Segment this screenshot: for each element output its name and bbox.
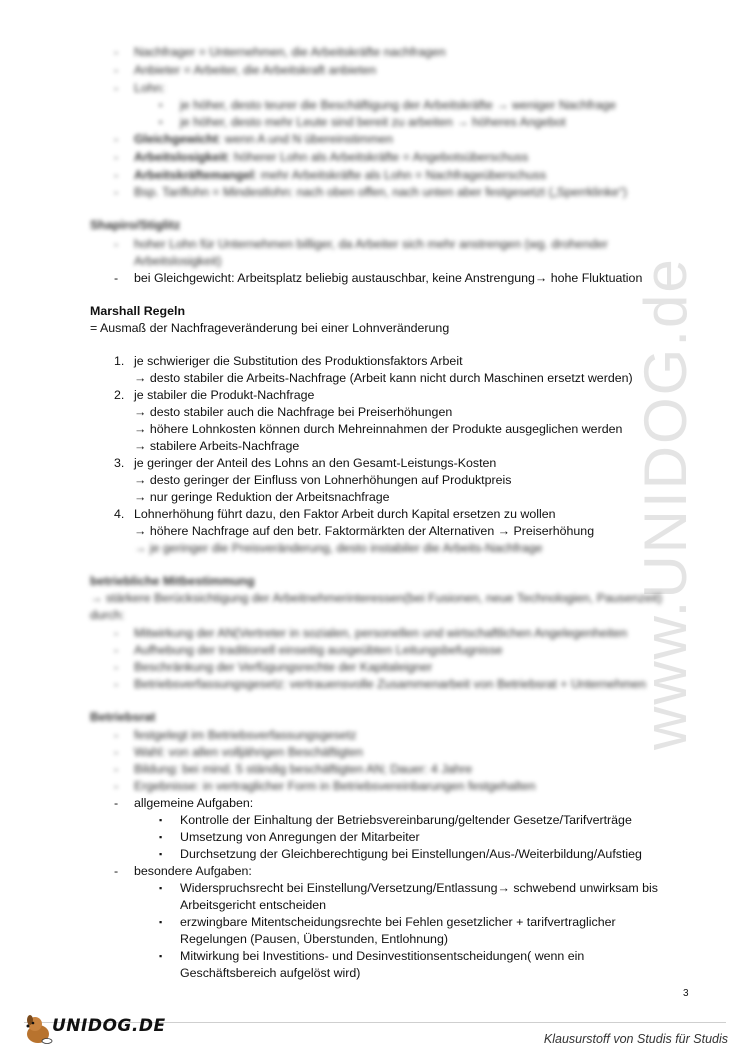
list-term: Gleichgewicht [134,132,218,146]
bullet-square: ▪ [159,951,163,961]
rule-number: 2. [114,388,125,402]
list-dash: - [114,779,119,793]
section-heading-shapiro: Shapiro/Stiglitz [90,218,181,232]
task-item: Umsetzung von Anregungen der Mitarbeiter [180,830,420,844]
rule-line: je schwieriger die Substitution des Produktionsfaktors Arbeit [134,354,463,368]
list-dash: - [114,132,119,146]
logo-text[interactable]: UNIDOG.DE [52,1016,166,1036]
list-item: Betriebsverfassungsgesetz: vertrauensvolle Zusammenarbeit von Betriebsrat + Unternehmen [134,677,647,691]
list-term: Arbeitskräftemangel [134,168,254,182]
list-item: Nachfrager = Unternehmen, die Arbeitskräfte nachfragen [134,45,446,59]
section-heading-marshall: Marshall Regeln [90,304,186,318]
list-item: Anbieter = Arbeiter, die Arbeitskraft anbieten [134,63,377,77]
list-text: : wenn A und N übereinstimmen [218,132,393,146]
list-dash: - [114,762,119,776]
list-dash: - [114,45,119,59]
rule-number: 4. [114,507,125,521]
list-dash: - [114,168,119,182]
list-item: Ergebnisse: in vertraglicher Form in Betriebsvereinbarungen festgehalten [134,779,536,793]
list-item [134,167,546,184]
rule-line: → höhere Nachfrage auf den betr. Faktormärkten der Alternativen → Preiserhöhung [134,524,595,538]
list-dash: - [114,728,119,742]
list-item: Aufhebung der traditionell einseitig ausgeübten Leitungsbefugnisse [134,643,503,657]
rule-number: 1. [114,354,125,368]
bullet-square: ▪ [159,100,163,110]
list-dash: - [114,745,119,759]
bullet-square: ▪ [159,815,163,825]
page-number: 3 [683,988,689,999]
bullet-square: ▪ [159,883,163,893]
task-item-line: Widerspruchsrecht bei Einstellung/Versetzung/Entlassung→ schwebend unwirksam bis [180,881,658,895]
list-item: Bildung: bei mind. 5 ständig beschäftigten AN; Dauer: 4 Jahre [134,762,473,776]
bullet-square: ▪ [159,849,163,859]
rule-line: je geringer der Anteil des Lohns an den Gesamt-Leistungs-Kosten [134,456,497,470]
bullet-square: ▪ [159,832,163,842]
list-text: : höherer Lohn als Arbeitskräfte = Angebotsüberschuss [226,150,529,164]
rule-line: → desto stabiler die Arbeits-Nachfrage (Arbeit kann nicht durch Maschinen ersetzt werden) [134,371,633,385]
list-dash: - [114,643,119,657]
list-item [134,149,528,166]
list-dash: - [114,677,119,691]
list-term: Arbeitslosigkeit [134,150,227,164]
list-item: Beschränkung der Verfügungsrechte der Kapitaleigner [134,660,433,674]
task-item: Durchsetzung der Gleichberechtigung bei Einstellungen/Aus-/Weiterbildung/Aufstieg [180,847,642,861]
task-item-line: erzwingbare Mitentscheidungsrechte bei Fehlen gesetzlicher + tarifvertraglicher [180,915,616,929]
list-item: Wahl: von allen volljährigen Beschäftigten [134,745,363,759]
list-dash: - [114,81,119,95]
rule-line: → desto stabiler auch die Nachfrage bei Preiserhöhungen [134,405,453,419]
list-dash: - [114,63,119,77]
list-dash: - [114,660,119,674]
list-text: : mehr Arbeitskräfte als Lohn = Nachfrageüberschuss [253,168,547,182]
task-item-line: Mitwirkung bei Investitions- und Desinvestitionsentscheidungen( wenn ein [180,949,585,963]
section-heading-mitbestimmung: betriebliche Mitbestimmung [90,574,255,588]
rule-line: → stabilere Arbeits-Nachfrage [134,439,300,453]
list-item-line: Arbeitslosigkeit) [134,254,222,268]
footer-tagline: Klausurstoff von Studis für Studis [543,1032,728,1046]
task-item-line: Arbeitsgericht entscheiden [180,898,327,912]
list-item: Mitwirkung der AN(Vertreter in sozialen, personellen und wirtschaftlichen Angelegenheiten [134,626,628,640]
list-dash: - [114,796,119,810]
list-item: Bsp. Tariflohn = Mindestlohn: nach oben offen, nach unten aber festgesetzt („Sperrklinke“) [134,185,628,199]
list-dash: - [114,150,119,164]
bullet-square: ▪ [159,117,163,127]
rule-line: → nur geringe Reduktion der Arbeitsnachfrage [134,490,390,504]
bullet-square: ▪ [159,917,163,927]
rule-line-blurred: → je geringer die Preisveränderung, desto instabiler die Arbeits-Nachfrage [134,541,543,555]
section-heading-betriebsrat: Betriebsrat [90,710,156,724]
list-subitem: je höher, desto teurer die Beschäftigung der Arbeitskräfte → weniger Nachfrage [180,98,616,112]
task-item: Kontrolle der Einhaltung der Betriebsvereinbarung/geltender Gesetze/Tarifverträge [180,813,632,827]
task-item-line: Geschäftsbereich aufgelöst wird) [180,966,361,980]
marshall-definition: = Ausmaß der Nachfrageveränderung bei einer Lohnveränderung [90,321,450,335]
rule-line: je stabiler die Produkt-Nachfrage [134,388,315,402]
list-dash: - [114,185,119,199]
mitbestimmung-intro: durch: [90,608,125,622]
rule-line: → höhere Lohnkosten können durch Mehreinnahmen der Produkte ausgeglichen werden [134,422,623,436]
list-dash: - [114,237,119,251]
list-dash: - [114,626,119,640]
task-item-line: Regelungen (Pausen, Überstunden, Entlohnung) [180,932,448,946]
shapiro-item-2: bei Gleichgewicht: Arbeitsplatz beliebig austauschbar, keine Anstrengung→ hohe Fluktuation [134,271,643,285]
watermark: www.UNIDOG.de [632,257,699,750]
rule-line: Lohnerhöhung führt dazu, den Faktor Arbeit durch Kapital ersetzen zu wollen [134,507,556,521]
list-item: Lohn: [134,81,166,95]
rule-line: → desto geringer der Einfluss von Lohnerhöhungen auf Produktpreis [134,473,512,487]
special-tasks-label: besondere Aufgaben: [134,864,252,878]
rule-number: 3. [114,456,125,470]
general-tasks-label: allgemeine Aufgaben: [134,796,254,810]
list-dash: - [114,271,119,285]
list-subitem: je höher, desto mehr Leute sind bereit zu arbeiten → höheres Angebot [180,115,566,129]
list-item [134,131,393,148]
mitbestimmung-intro: → stärkere Berücksichtigung der Arbeitnehmerinteressen(bei Fusionen, neue Technologien, Pausenzeit) [90,591,663,605]
list-dash: - [114,864,119,878]
list-item: festgelegt im Betriebsverfassungsgesetz [134,728,357,742]
list-item-line: hoher Lohn für Unternehmen billiger, da Arbeiter sich mehr anstrengen (wg. drohender [134,237,608,251]
